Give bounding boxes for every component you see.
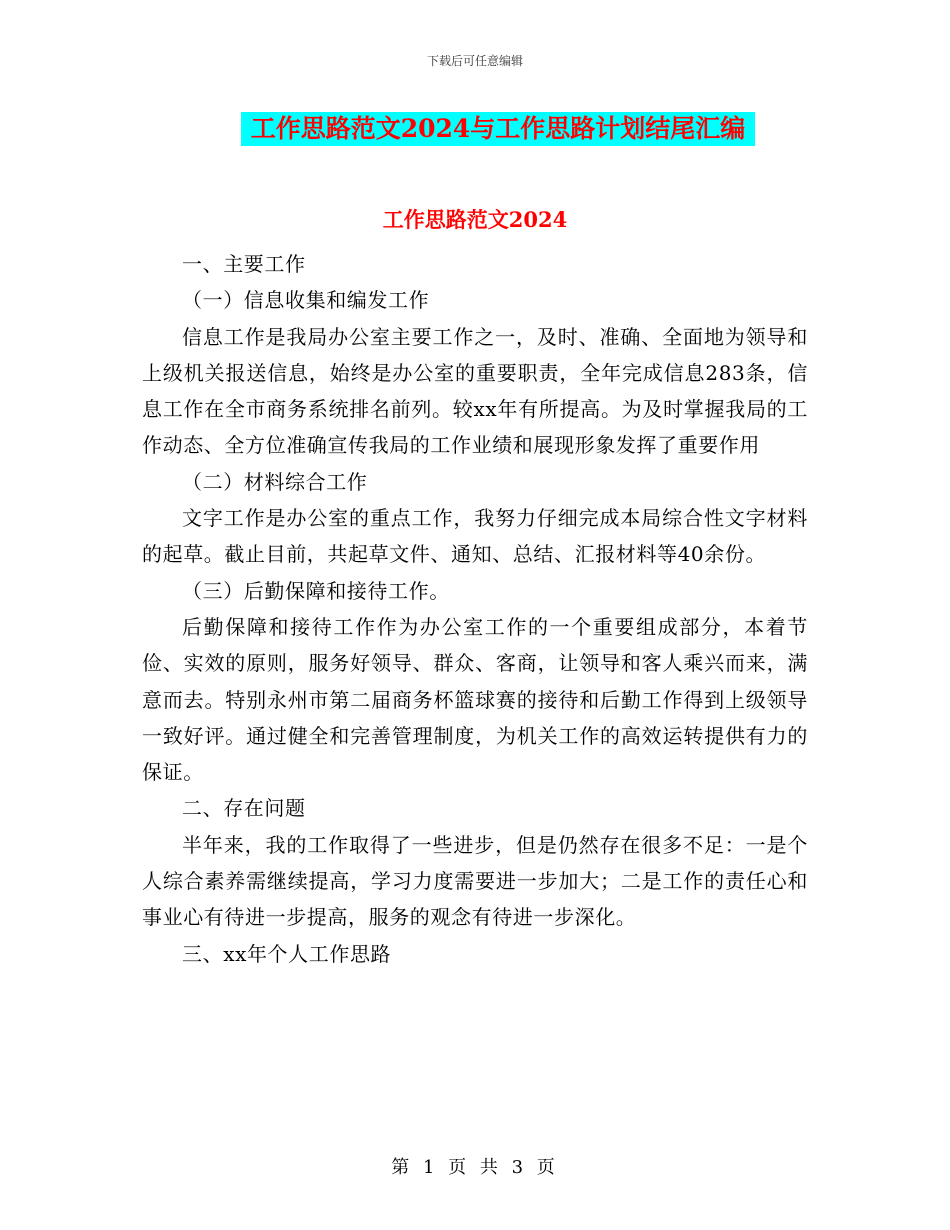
page-number-footer: 第 1 页 共 3 页: [391, 1157, 559, 1178]
paragraph-materials: 文字工作是办公室的重点工作，我努力仔细完成本局综合性文字材料的起草。截止目前，共起草文件、通知、总结、汇报材料等40余份。: [142, 506, 808, 567]
section-title: 工作思路范文2024: [382, 207, 568, 232]
heading-plan: 三、xx年个人工作思路: [182, 941, 392, 966]
document-title: 工作思路范文2024与工作思路计划结尾汇编: [241, 112, 755, 146]
paragraph-info: 信息工作是我局办公室主要工作之一，及时、准确、全面地为领导和上级机关报送信息，始终是办公室的重要职责，全年完成信息283条，信息工作在全市商务系统排名前列。较xx年有所提高。为及时掌握我局的工作动态、全方位准确宣传我局的工作业绩和展现形象发挥了重要作用: [142, 324, 808, 458]
paragraph-logistics: 后勤保障和接待工作作为办公室工作的一个重要组成部分，本着节俭、实效的原则，服务好领导、群众、客商，让领导和客人乘兴而来，满意而去。特别永州市第二届商务杯篮球赛的接待和后勤工作得到上级领导一致好评。通过健全和完善管理制度，为机关工作的高效运转提供有力的保证。: [142, 614, 808, 785]
document-body: [142, 246, 808, 972]
subheading-info: （一）信息收集和编发工作: [182, 288, 430, 313]
heading-main-work: 一、主要工作: [182, 252, 306, 276]
subheading-logistics: （三）后勤保障和接待工作。: [182, 578, 450, 603]
subheading-materials: （二）材料综合工作: [182, 469, 368, 494]
paragraph-problems: 半年来，我的工作取得了一些进步，但是仍然存在很多不足：一是个人综合素养需继续提高，学习力度需要进一步加大；二是工作的责任心和事业心有待进一步提高，服务的观念有待进一步深化。: [142, 832, 808, 930]
heading-problems: 二、存在问题: [182, 796, 306, 821]
header-note: 下载后可任意编辑: [426, 54, 523, 68]
